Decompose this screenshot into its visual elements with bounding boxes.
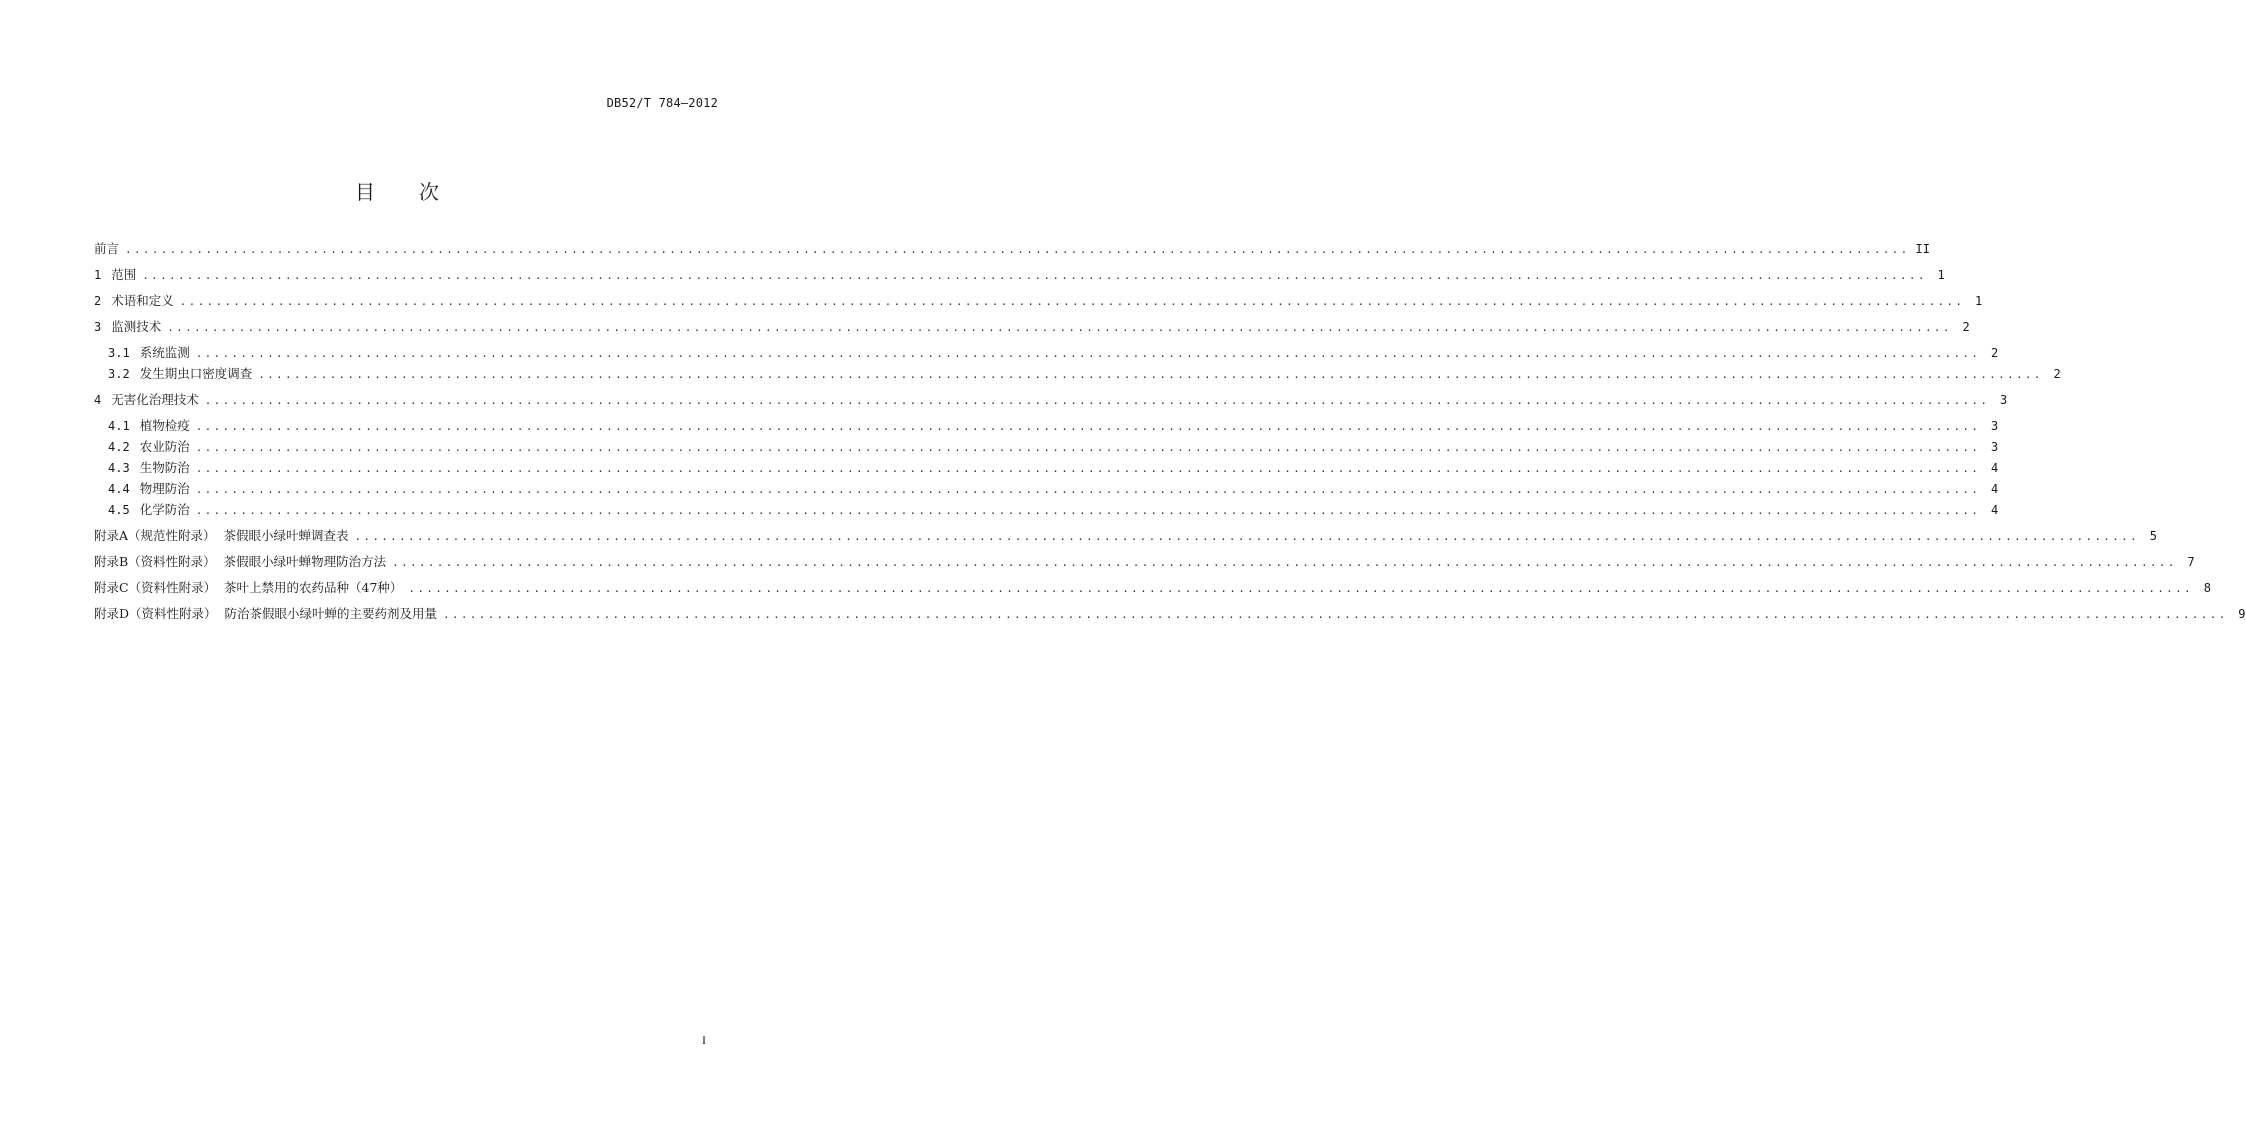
toc-leader-dots: ........................................................................................................................................................................................................ <box>408 582 2193 595</box>
toc-entry[interactable] <box>94 238 1930 259</box>
toc-entry-number: 3.2 <box>108 367 130 381</box>
toc-entry-label: 附录B（资料性附录） 茶假眼小绿叶蝉物理防治方法 <box>94 554 387 569</box>
toc-leader-dots: ........................................................................................................................................................................................................ <box>442 608 2228 621</box>
toc-entry-page: II <box>1915 242 1930 256</box>
toc-entry-number: 4 <box>94 393 102 407</box>
toc-entry-number: 4.1 <box>108 419 130 433</box>
toc-entry[interactable] <box>94 478 1999 499</box>
toc-entry-page: 4 <box>1990 461 1999 475</box>
toc-entry-page: 5 <box>2149 529 2157 543</box>
toc-entry-label: 植物检疫 <box>139 418 190 433</box>
toc-entry-page: 3 <box>1990 440 1999 454</box>
toc-entry-number: 4.4 <box>108 482 130 496</box>
toc-title <box>0 176 794 205</box>
toc-entry[interactable] <box>94 363 2061 384</box>
toc-leader-dots: ........................................................................................................................................................................................................ <box>195 462 1981 475</box>
toc-entry-appendix[interactable] <box>94 551 2195 572</box>
page-number: I <box>702 1033 706 1047</box>
toc-entry-label: 无害化治理技术 <box>111 392 199 407</box>
toc-entry-number: 4.3 <box>108 461 130 475</box>
toc-entry[interactable] <box>94 499 1999 520</box>
toc-entry-label: 附录D（资料性附录） 防治茶假眼小绿叶蝉的主要药剂及用量 <box>94 606 437 621</box>
toc-entry-appendix[interactable] <box>94 525 2157 546</box>
toc-entry-label: 监测技术 <box>111 319 162 334</box>
toc-leader-dots: ........................................................................................................................................................................................................ <box>195 483 1981 496</box>
toc-entry-page: 2 <box>2053 367 2061 381</box>
toc-entry[interactable] <box>94 290 1983 311</box>
toc-entry-page: 4 <box>1990 482 1999 496</box>
toc-entry-appendix[interactable] <box>94 577 2211 598</box>
toc-leader-dots: ........................................................................................................................................................................................................ <box>204 394 1990 407</box>
toc-entry-number: 1 <box>94 268 102 282</box>
toc-entry-page: 9 <box>2238 607 2246 621</box>
toc-entry-page: 8 <box>2203 581 2211 595</box>
toc-entry-label: 生物防治 <box>139 460 190 475</box>
toc-entry-label: 范围 <box>111 267 137 282</box>
toc-entry-page: 4 <box>1990 503 1999 517</box>
toc-entry[interactable] <box>94 389 2008 410</box>
toc-leader-dots: ........................................................................................................................................................................................................ <box>195 420 1981 433</box>
document-code: DB52/T 784—2012 <box>606 96 718 110</box>
toc-entry-appendix[interactable] <box>94 603 2246 624</box>
toc-entry-label: 前言 <box>94 241 120 256</box>
toc-leader-dots: ........................................................................................................................................................................................................ <box>195 441 1981 454</box>
toc-entry[interactable] <box>94 264 1945 285</box>
toc-entry-number: 3 <box>94 320 102 334</box>
toc-entry[interactable] <box>94 415 1999 436</box>
toc-entry-page: 7 <box>2187 555 2195 569</box>
toc-entry-label: 术语和定义 <box>111 293 174 308</box>
toc-entry[interactable] <box>94 436 1999 457</box>
toc-entry-label: 系统监测 <box>139 345 190 360</box>
toc-entry[interactable] <box>94 316 1970 337</box>
toc-leader-dots: ........................................................................................................................................................................................................ <box>354 530 2139 543</box>
toc-title-char-1: 目 <box>355 180 375 204</box>
toc-entry-page: 1 <box>1975 294 1983 308</box>
toc-entry-page: 3 <box>2000 393 2008 407</box>
toc-entry-number: 4.5 <box>108 503 130 517</box>
toc-entry-label: 发生期虫口密度调查 <box>139 366 253 381</box>
toc-entry[interactable] <box>94 342 1999 363</box>
toc-entry-label: 化学防治 <box>139 502 190 517</box>
toc-leader-dots: ........................................................................................................................................................................................................ <box>195 347 1981 360</box>
toc-leader-dots: ........................................................................................................................................................................................................ <box>179 295 1965 308</box>
toc-entry-number: 3.1 <box>108 346 130 360</box>
toc-entry-label: 物理防治 <box>139 481 190 496</box>
toc-entry-label: 附录C（资料性附录） 茶叶上禁用的农药品种（47种） <box>94 580 403 595</box>
toc-entry-number: 2 <box>94 294 102 308</box>
toc-entry-page: 2 <box>1962 320 1970 334</box>
toc-leader-dots: ........................................................................................................................................................................................................ <box>258 368 2043 381</box>
toc-leader-dots: ........................................................................................................................................................................................................ <box>195 504 1981 517</box>
toc-entry[interactable] <box>94 457 1999 478</box>
toc-leader-dots: ........................................................................................................................................................................................................ <box>142 269 1927 282</box>
toc-leader-dots: ........................................................................................................................................................................................................ <box>125 243 1910 256</box>
toc-entry-page: 2 <box>1990 346 1999 360</box>
table-of-contents <box>94 238 2246 624</box>
toc-entry-label: 农业防治 <box>139 439 190 454</box>
toc-entry-page: 1 <box>1937 268 1945 282</box>
toc-leader-dots: ........................................................................................................................................................................................................ <box>392 556 2177 569</box>
toc-leader-dots: ........................................................................................................................................................................................................ <box>167 321 1952 334</box>
toc-entry-label: 附录A（规范性附录） 茶假眼小绿叶蝉调查表 <box>94 528 349 543</box>
toc-entry-page: 3 <box>1990 419 1999 433</box>
toc-title-char-2: 次 <box>419 180 439 204</box>
toc-entry-number: 4.2 <box>108 440 130 454</box>
